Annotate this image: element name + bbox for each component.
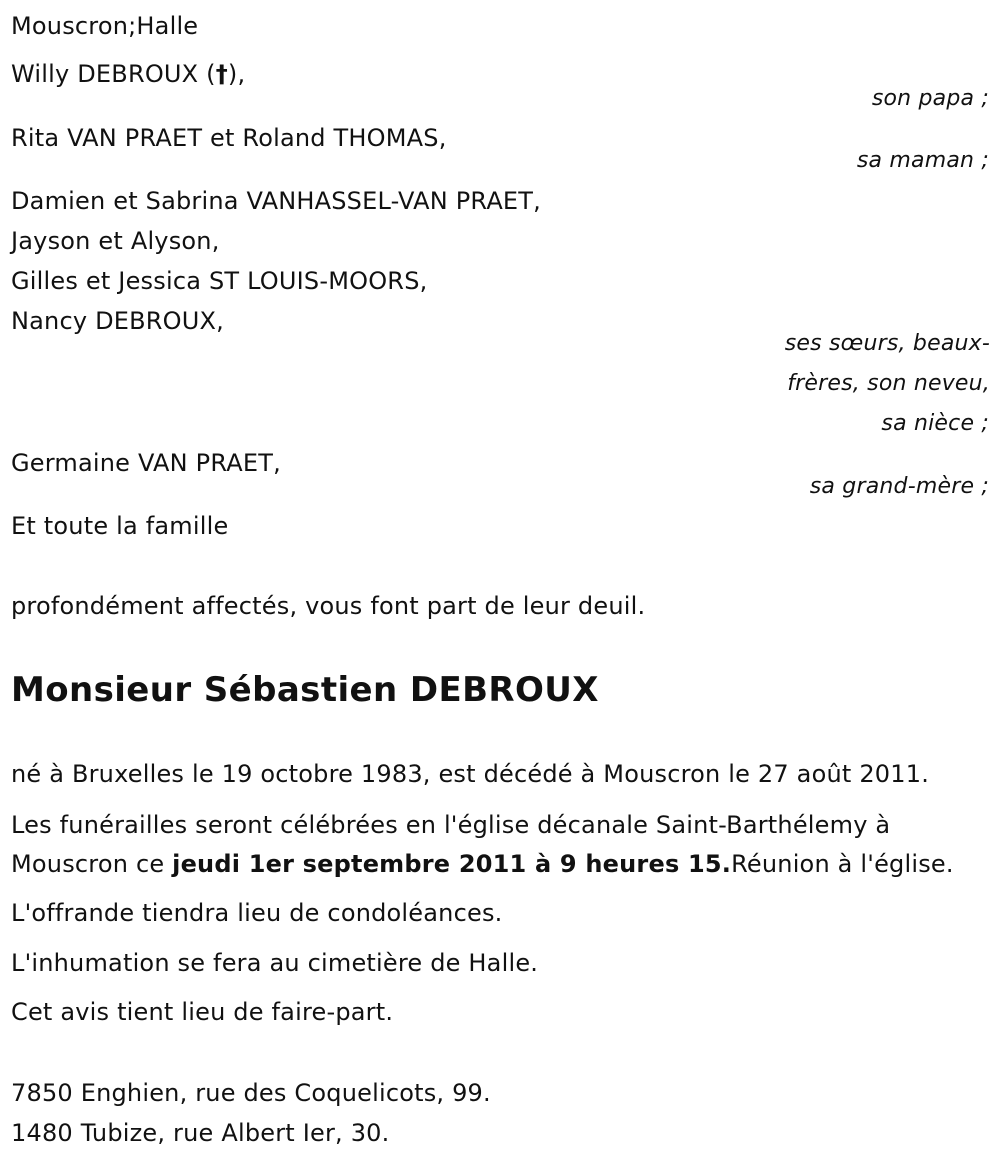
funeral-date-time: jeudi 1er septembre 2011 à 9 heures 15. <box>172 850 732 878</box>
offering: L'offrande tiendra lieu de condoléances. <box>11 899 503 927</box>
role-grandmother: sa grand-mère ; <box>809 474 989 499</box>
father-name: Willy DEBROUX ( <box>11 60 216 88</box>
deceased-name: Monsieur Sébastien DEBROUX <box>11 670 599 710</box>
funeral-prefix: Mouscron ce <box>11 850 173 878</box>
birth-death: né à Bruxelles le 19 octobre 1983, est décédé à Mouscron le 27 août 2011. <box>11 760 930 788</box>
funeral-suffix: Réunion à l'église. <box>731 850 954 878</box>
role-siblings-line: sa nièce ; <box>881 411 989 436</box>
family-member-grandmother: Germaine VAN PRAET, <box>11 449 281 477</box>
family-sibling-line: Jayson et Alyson, <box>11 227 220 255</box>
funeral-line-2 <box>11 849 954 879</box>
address: 1480 Tubize, rue Albert Ier, 30. <box>11 1119 390 1147</box>
role-siblings-line: ses sœurs, beaux- <box>784 331 990 356</box>
family-sibling-line: Damien et Sabrina VANHASSEL-VAN PRAET, <box>11 187 541 215</box>
family-member-mother: Rita VAN PRAET et Roland THOMAS, <box>11 124 447 152</box>
role-mother: sa maman ; <box>856 148 989 173</box>
announcement: profondément affectés, vous font part de leur deuil. <box>11 592 646 620</box>
family-sibling-line: Nancy DEBROUX, <box>11 307 225 335</box>
family-closing: Et toute la famille <box>11 512 229 540</box>
burial: L'inhumation se fera au cimetière de Halle. <box>11 949 539 977</box>
family-member-father <box>11 59 245 89</box>
family-sibling-line: Gilles et Jessica ST LOUIS-MOORS, <box>11 267 428 295</box>
address: 7850 Enghien, rue des Coquelicots, 99. <box>11 1079 491 1107</box>
role-father: son papa ; <box>871 86 989 111</box>
role-siblings-line: frères, son neveu, <box>787 371 990 396</box>
notice: Cet avis tient lieu de faire-part. <box>11 998 394 1026</box>
locations: Mouscron;Halle <box>11 12 199 40</box>
cross-symbol: † <box>215 60 228 88</box>
father-name-suffix: ), <box>227 60 246 88</box>
funeral-line-1: Les funérailles seront célébrées en l'église décanale Saint-Barthélemy à <box>11 811 891 839</box>
